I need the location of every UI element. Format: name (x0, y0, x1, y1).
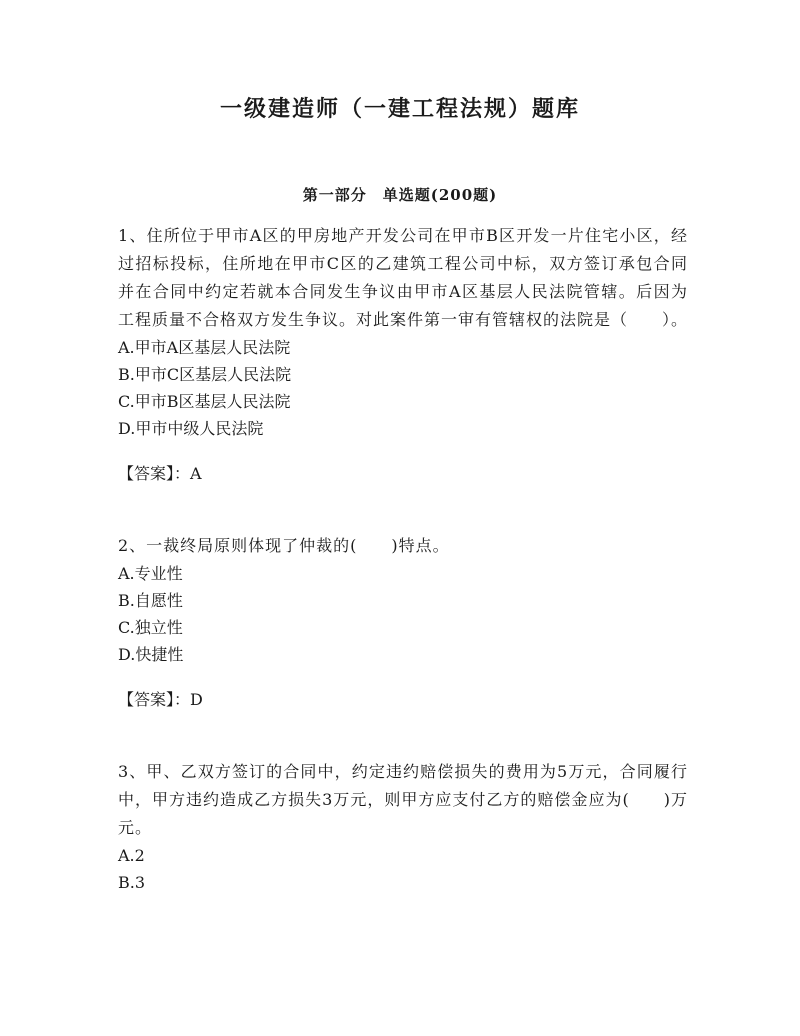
option-list (118, 842, 688, 896)
option-list (118, 560, 688, 668)
option-d: D.快捷性 (118, 645, 184, 664)
option-b: B.3 (118, 873, 146, 892)
option-c: C.甲市B区基层人民法院 (118, 392, 291, 411)
question-list (118, 222, 688, 940)
question-stem: 2、一裁终局原则体现了仲裁的( )特点。 (118, 536, 450, 555)
answer-line: 【答案】：A (118, 464, 202, 483)
option-a: A.甲市A区基层人民法院 (118, 338, 291, 357)
option-c: C.独立性 (118, 618, 183, 637)
answer-line: 【答案】：D (118, 690, 203, 709)
section-title: 第一部分 单选题(200题) (302, 186, 498, 204)
option-a: A.2 (118, 846, 145, 865)
question-stem: 1、住所位于甲市A区的甲房地产开发公司在甲市B区开发一片住宅小区，经过招标投标，住所地在甲市C区的乙建筑工程公司中标，双方签订承包合同并在合同中约定若就本合同发生争议由甲市A区基层人民法院管辖。后因为工程质量不合格双方发生争议。对此案件第一审有管辖权的法院是（ ）。 (118, 226, 689, 329)
option-d: D.甲市中级人民法院 (118, 419, 264, 438)
option-b: B.甲市C区基层人民法院 (118, 365, 292, 384)
question-3 (118, 758, 688, 896)
question-1 (118, 222, 688, 488)
question-stem: 3、甲、乙双方签订的合同中，约定违约赔偿损失的费用为5万元，合同履行中，甲方违约造成乙方损失3万元，则甲方应支付乙方的赔偿金应为( )万元。 (118, 762, 688, 837)
option-list (118, 334, 688, 442)
option-b: B.自愿性 (118, 591, 183, 610)
document-title: 一级建造师（一建工程法规）题库 (219, 96, 580, 122)
option-a: A.专业性 (118, 564, 183, 583)
question-2 (118, 532, 688, 714)
